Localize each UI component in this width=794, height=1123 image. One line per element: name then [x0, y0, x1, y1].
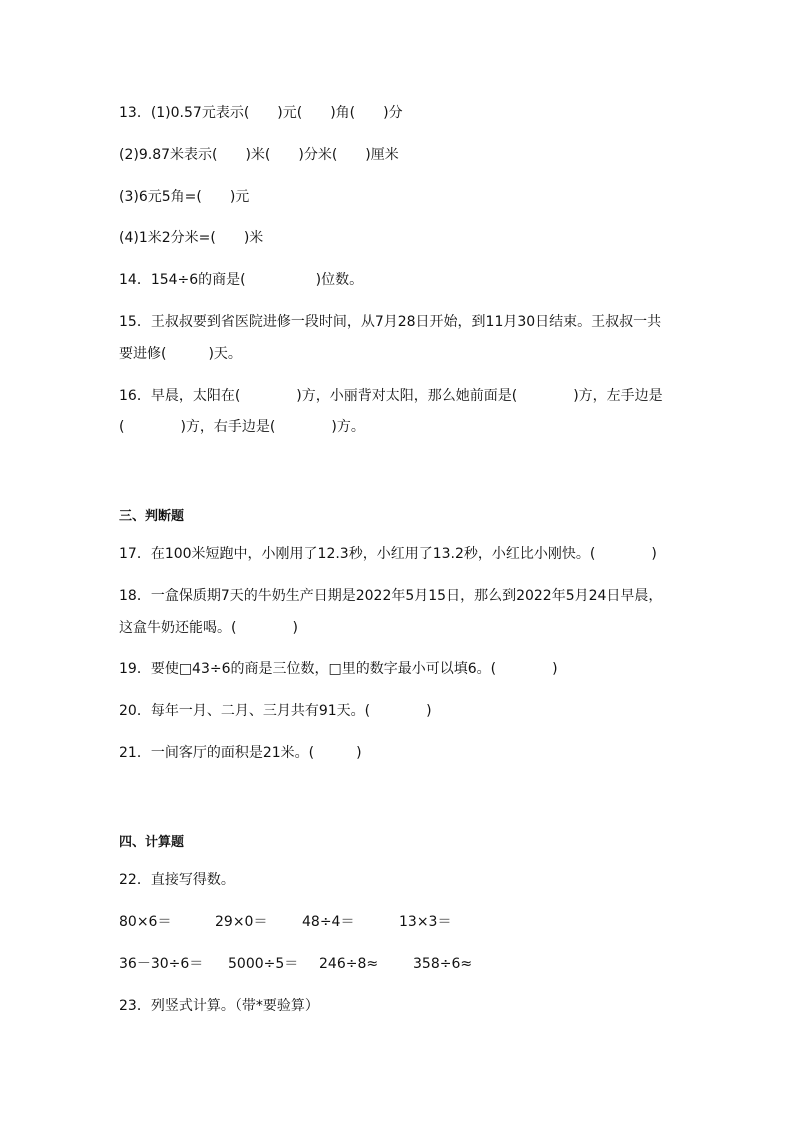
- calc-item: 246÷8≈: [319, 956, 379, 972]
- q22: 22．直接写得数。: [119, 872, 235, 888]
- q13-line3: (3)6元5角=( )元: [119, 189, 250, 205]
- calc-item: 48÷4＝: [302, 914, 355, 930]
- q14: 14．154÷6的商是( )位数。: [119, 272, 364, 288]
- q13-line2: (2)9.87米表示( )米( )分米( )厘米: [119, 147, 399, 163]
- q16-line2: ( )方，右手边是( )方。: [119, 419, 365, 435]
- q18-line2: 这盒牛奶还能喝。( ): [119, 620, 298, 636]
- calc-item: 80×6＝: [119, 914, 172, 930]
- q13-line4: (4)1米2分米=( )米: [119, 230, 264, 246]
- q18-line1: 18．一盒保质期7天的牛奶生产日期是2022年5月15日，那么到2022年5月24日早晨，: [119, 588, 663, 604]
- calc-item: 29×0＝: [215, 914, 268, 930]
- calc-item: 5000÷5＝: [228, 956, 299, 972]
- q15-line2: 要进修( )天。: [119, 346, 242, 362]
- section-3-heading: 三、判断题: [119, 509, 185, 524]
- calc-item: 36－30÷6＝: [119, 956, 204, 972]
- q21: 21．一间客厅的面积是21米。( ): [119, 745, 362, 761]
- q23: 23．列竖式计算。（带*要验算）: [119, 998, 319, 1014]
- q19: 19．要使□43÷6的商是三位数，□里的数字最小可以填6。( ): [119, 661, 558, 677]
- calc-item: 13×3＝: [399, 914, 452, 930]
- q13-line1: 13．(1)0.57元表示( )元( )角( )分: [119, 105, 403, 121]
- q20: 20．每年一月、二月、三月共有91天。( ): [119, 703, 432, 719]
- q17: 17．在100米短跑中，小刚用了12.3秒，小红用了13.2秒，小红比小刚快。( ): [119, 546, 657, 562]
- calc-item: 358÷6≈: [413, 956, 473, 972]
- section-4-heading: 四、计算题: [119, 835, 185, 850]
- q15-line1: 15．王叔叔要到省医院进修一段时间，从7月28日开始，到11月30日结束。王叔叔一共: [119, 314, 662, 330]
- q16-line1: 16．早晨，太阳在( )方，小丽背对太阳，那么她前面是( )方，左手边是: [119, 388, 663, 404]
